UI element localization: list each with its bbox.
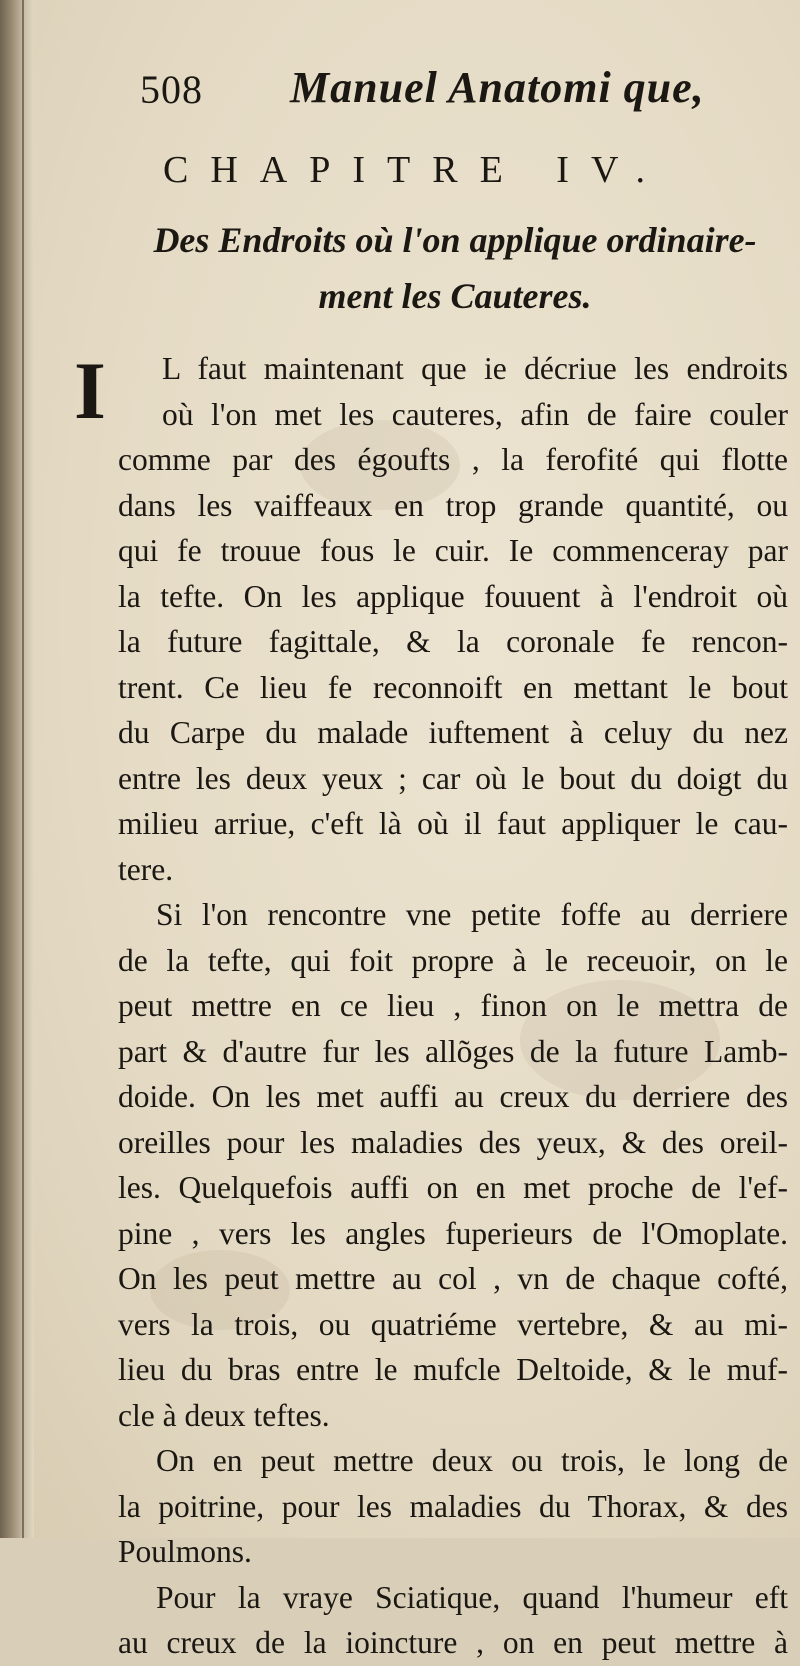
page-binding-shadow	[0, 0, 34, 1538]
text-line: où l'on met les cauteres, afin de faire couler	[162, 396, 788, 432]
text-line: Pour la vraye Sciatique, quand l'humeur eft	[156, 1579, 788, 1615]
text-line: trent. Ce lieu fe reconnoift en mettant le bout	[118, 669, 788, 705]
text-line: vers la trois, ou quatriéme vertebre, & au mi-	[118, 1306, 788, 1342]
text-line: Poulmons.	[118, 1534, 252, 1569]
text-line: peut mettre en ce lieu , finon on le mettra de	[118, 988, 788, 1023]
text-line: part & d'autre fur les allõges de la future Lamb-	[118, 1033, 788, 1069]
running-title: Manuel Anatomi que,	[290, 63, 705, 112]
text-line-content: L faut maintenant que ie décriue les endroits	[162, 351, 788, 386]
text-line: du Carpe du malade iuftement à celuy du nez	[118, 715, 788, 750]
text-line: qui fe trouue fous le cuir. Ie commenceray par	[118, 533, 788, 568]
paragraph	[74, 345, 788, 892]
text-line: la poitrine, pour les maladies du Thorax, & des	[118, 1488, 788, 1524]
body-text	[74, 345, 788, 1666]
text-line: On les peut mettre au col , vn de chaque cofté,	[118, 1261, 788, 1296]
binding-edge	[22, 0, 24, 1538]
chapter-title-line: ment les Cauteres.	[318, 276, 592, 316]
text-line: milieu arriue, c'eft là où il faut appliquer le cau-	[118, 806, 788, 841]
text-line: oreilles pour les maladies des yeux, & des oreil-	[118, 1124, 788, 1160]
paragraph	[118, 1575, 788, 1666]
text-line: Si l'on rencontre vne petite foffe au derriere	[156, 897, 788, 932]
text-line: doide. On les met auffi au creux du derriere des	[118, 1079, 788, 1114]
paragraph	[118, 892, 788, 1438]
text-line: au creux de la ioincture , on en peut mettre à	[118, 1625, 788, 1660]
text-line: entre les deux yeux ; car où le bout du doigt du	[118, 760, 788, 796]
text-line: les. Quelquefois auffi on en met proche de l'ef-	[118, 1170, 788, 1205]
paragraph	[118, 1438, 788, 1575]
text-line: lieu du bras entre le mufcle Deltoide, & le muf-	[118, 1352, 788, 1387]
text-line: pine , vers les angles fuperieurs de l'Omoplate.	[118, 1215, 788, 1251]
text-line: cle à deux teftes.	[118, 1397, 330, 1433]
page-number: 508	[140, 67, 203, 112]
text-line: On en peut mettre deux ou trois, le long de	[156, 1443, 788, 1478]
chapter-heading: CHAPITRE IV.	[163, 149, 667, 191]
page-header	[140, 62, 780, 122]
text-line: la future fagittale, & la coronale fe rencon-	[118, 624, 788, 659]
text-line: comme par des égoufts , la ferofité qui flotte	[118, 442, 788, 477]
text-line: tere.	[118, 851, 174, 887]
chapter-title	[120, 212, 790, 324]
text-line: la tefte. On les applique fouuent à l'endroit où	[118, 578, 788, 614]
drop-cap: I	[74, 345, 106, 436]
chapter-title-line: Des Endroits où l'on applique ordinaire-	[153, 220, 757, 260]
text-line: de la tefte, qui foit propre à le receuoir, on le	[118, 942, 788, 978]
text-line: dans les vaiffeaux en trop grande quantité, ou	[118, 487, 788, 523]
